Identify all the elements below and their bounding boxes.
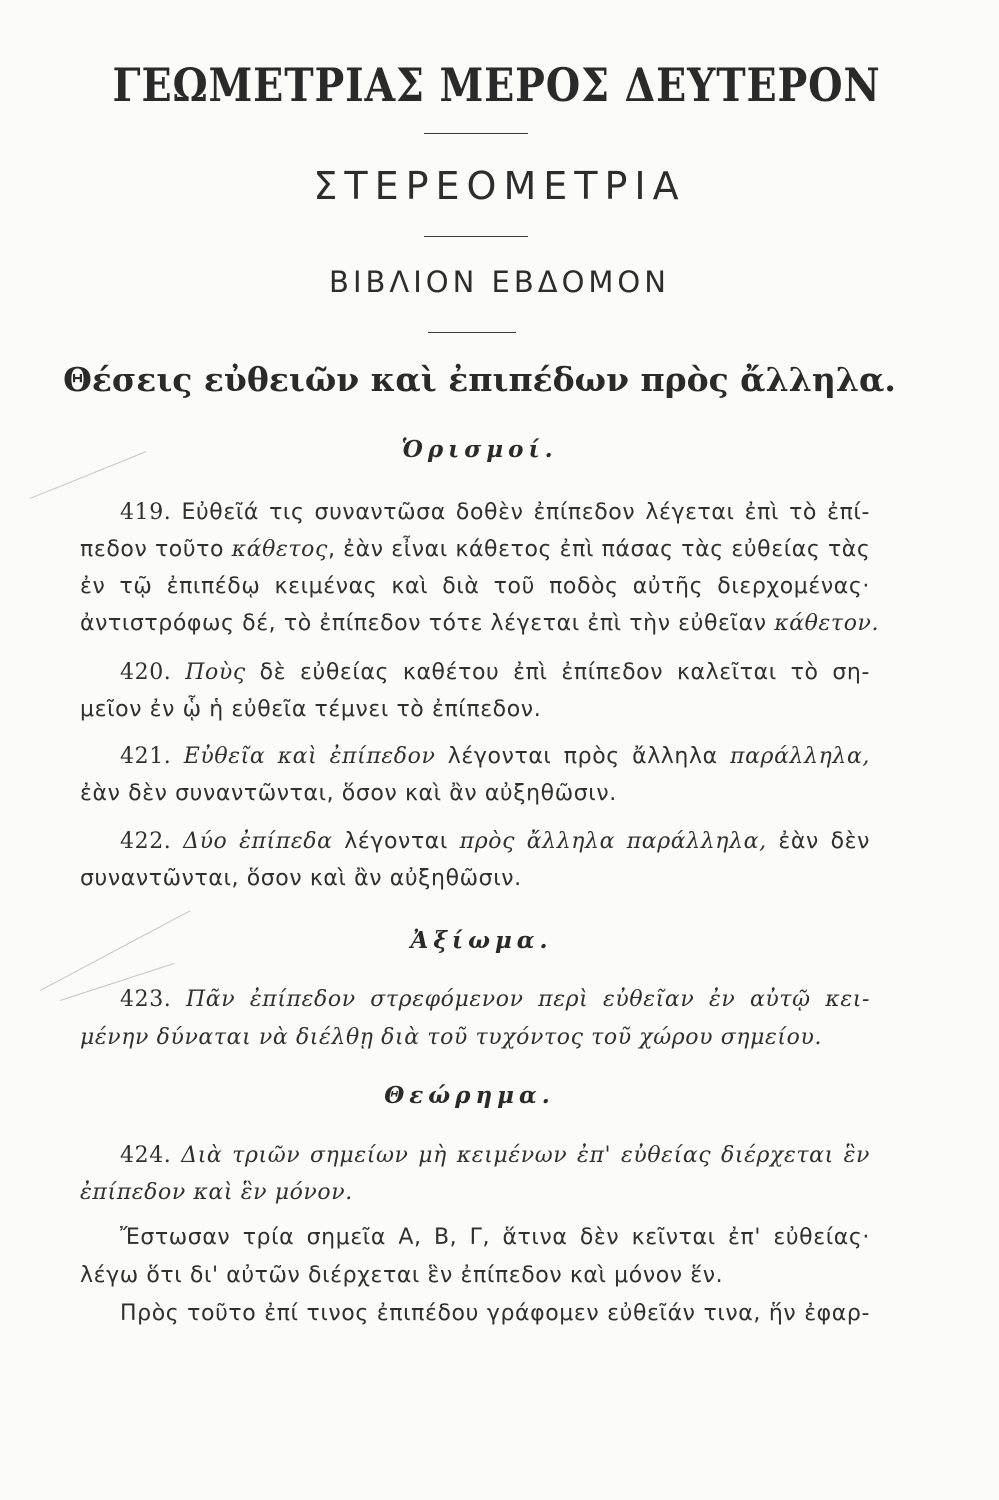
text: Πᾶν ἐπίπεδον στρεφόμενον περὶ εὐθεῖαν ἐν αὐτῷ κει- bbox=[186, 987, 870, 1012]
part-title: ΓΕΩΜΕΤΡΙΑΣ ΜΕΡΟΣ ΔΕΥΤΕΡΟΝ bbox=[112, 58, 881, 112]
paragraph-424-line-2: ἐπίπεδον καὶ ἓν μόνον. bbox=[80, 1180, 353, 1205]
divider bbox=[424, 133, 528, 134]
paragraph-422-line-2: συναντῶνται, ὅσον καὶ ἂν αὐξηθῶσιν. bbox=[80, 866, 522, 891]
paragraph-421-line-1 bbox=[120, 744, 870, 769]
axiom-heading: Ἀξίωμα. bbox=[410, 927, 553, 954]
emphasis: Εὐθεῖα καὶ ἐπίπεδον bbox=[183, 744, 436, 769]
paragraph-number: 420. bbox=[120, 660, 172, 685]
definitions-heading: Ὁρισμοί. bbox=[401, 436, 558, 463]
divider bbox=[428, 332, 516, 333]
paragraph-number: 423. bbox=[120, 987, 172, 1012]
paragraph-424-line-4: λέγω ὅτι δι' αὐτῶν διέρχεται ἓν ἐπίπεδον καὶ μόνον ἕν. bbox=[80, 1263, 724, 1288]
paragraph-number: 419. bbox=[120, 500, 172, 525]
paragraph-419-line-1 bbox=[120, 500, 870, 525]
text: Εὐθεῖά τις συναντῶσα δοθὲν ἐπίπεδον λέγεται ἐπὶ τὸ ἐπί- bbox=[181, 500, 870, 525]
emphasis: πρὸς ἄλληλα παράλληλα, bbox=[459, 829, 767, 854]
paragraph-420-line-2: μεῖον ἐν ᾧ ἡ εὐθεῖα τέμνει τὸ ἐπίπεδον. bbox=[80, 697, 542, 722]
paragraph-420-line-1 bbox=[120, 660, 870, 685]
emphasis: κάθετος bbox=[231, 537, 328, 562]
paragraph-422-line-1 bbox=[120, 829, 870, 854]
theorem-heading: Θεώρημα. bbox=[384, 1082, 555, 1109]
text: Διὰ τριῶν σημείων μὴ κειμένων ἐπ' εὐθείας διέρχεται ἓν bbox=[181, 1143, 870, 1168]
paragraph-number: 424. bbox=[120, 1143, 172, 1168]
paragraph-419-line-3: ἐν τῷ ἐπιπέδῳ κειμένας καὶ διὰ τοῦ ποδὸς αὐτῆς διερχομένας· bbox=[80, 574, 870, 599]
emphasis: κάθετον. bbox=[774, 611, 880, 636]
text: λέγονται bbox=[332, 829, 460, 854]
paragraph-421-line-2: ἐὰν δὲν συναντῶνται, ὅσον καὶ ἂν αὐξηθῶσιν. bbox=[80, 781, 617, 806]
paragraph-number: 421. bbox=[120, 744, 172, 769]
section-title: Θέσεις εὐθειῶν καὶ ἐπιπέδων πρὸς ἄλληλα. bbox=[63, 360, 896, 399]
paragraph-424-line-1 bbox=[120, 1143, 870, 1168]
text: λέγονται πρὸς ἄλληλα bbox=[435, 744, 731, 769]
emphasis: Ποὺς bbox=[185, 660, 246, 685]
divider bbox=[424, 236, 528, 237]
subject-title: ΣΤΕΡΕΟΜΕΤΡΙΑ bbox=[313, 164, 686, 208]
text: ἀντιστρόφως δέ, τὸ ἐπίπεδον τότε λέγεται ἐπὶ τὴν εὐθεῖαν bbox=[80, 611, 775, 636]
paragraph-419-line-2 bbox=[80, 537, 870, 562]
text: , ἐὰν εἶναι κάθετος ἐπὶ πάσας τὰς εὐθείας τὰς bbox=[327, 537, 871, 562]
text: ἐὰν δὲν bbox=[766, 829, 871, 854]
emphasis: Δύο ἐπίπεδα bbox=[183, 829, 333, 854]
text: δὲ εὐθείας καθέτου ἐπὶ ἐπίπεδον καλεῖται τὸ ση- bbox=[245, 660, 870, 685]
paragraph-424-line-3: Ἔστωσαν τρία σημεῖα Α, Β, Γ, ἅτινα δὲν κεῖνται ἐπ' εὐθείας· bbox=[120, 1225, 870, 1250]
book-title: ΒΙΒΛΙΟΝ ΕΒΔΟΜΟΝ bbox=[329, 265, 670, 299]
text: πεδον τοῦτο bbox=[80, 537, 232, 562]
paragraph-423-line-1 bbox=[120, 987, 870, 1012]
paragraph-423-line-2: μένην δύναται νὰ διέλθῃ διὰ τοῦ τυχόντος τοῦ χώρου σημείου. bbox=[80, 1025, 823, 1050]
paragraph-424-line-5: Πρὸς τοῦτο ἐπί τινος ἐπιπέδου γράφομεν εὐθεῖάν τινα, ἥν ἐφαρ- bbox=[120, 1301, 870, 1326]
paragraph-419-line-4 bbox=[80, 611, 880, 636]
emphasis: παράλληλα, bbox=[730, 744, 870, 769]
paragraph-number: 422. bbox=[120, 829, 172, 854]
